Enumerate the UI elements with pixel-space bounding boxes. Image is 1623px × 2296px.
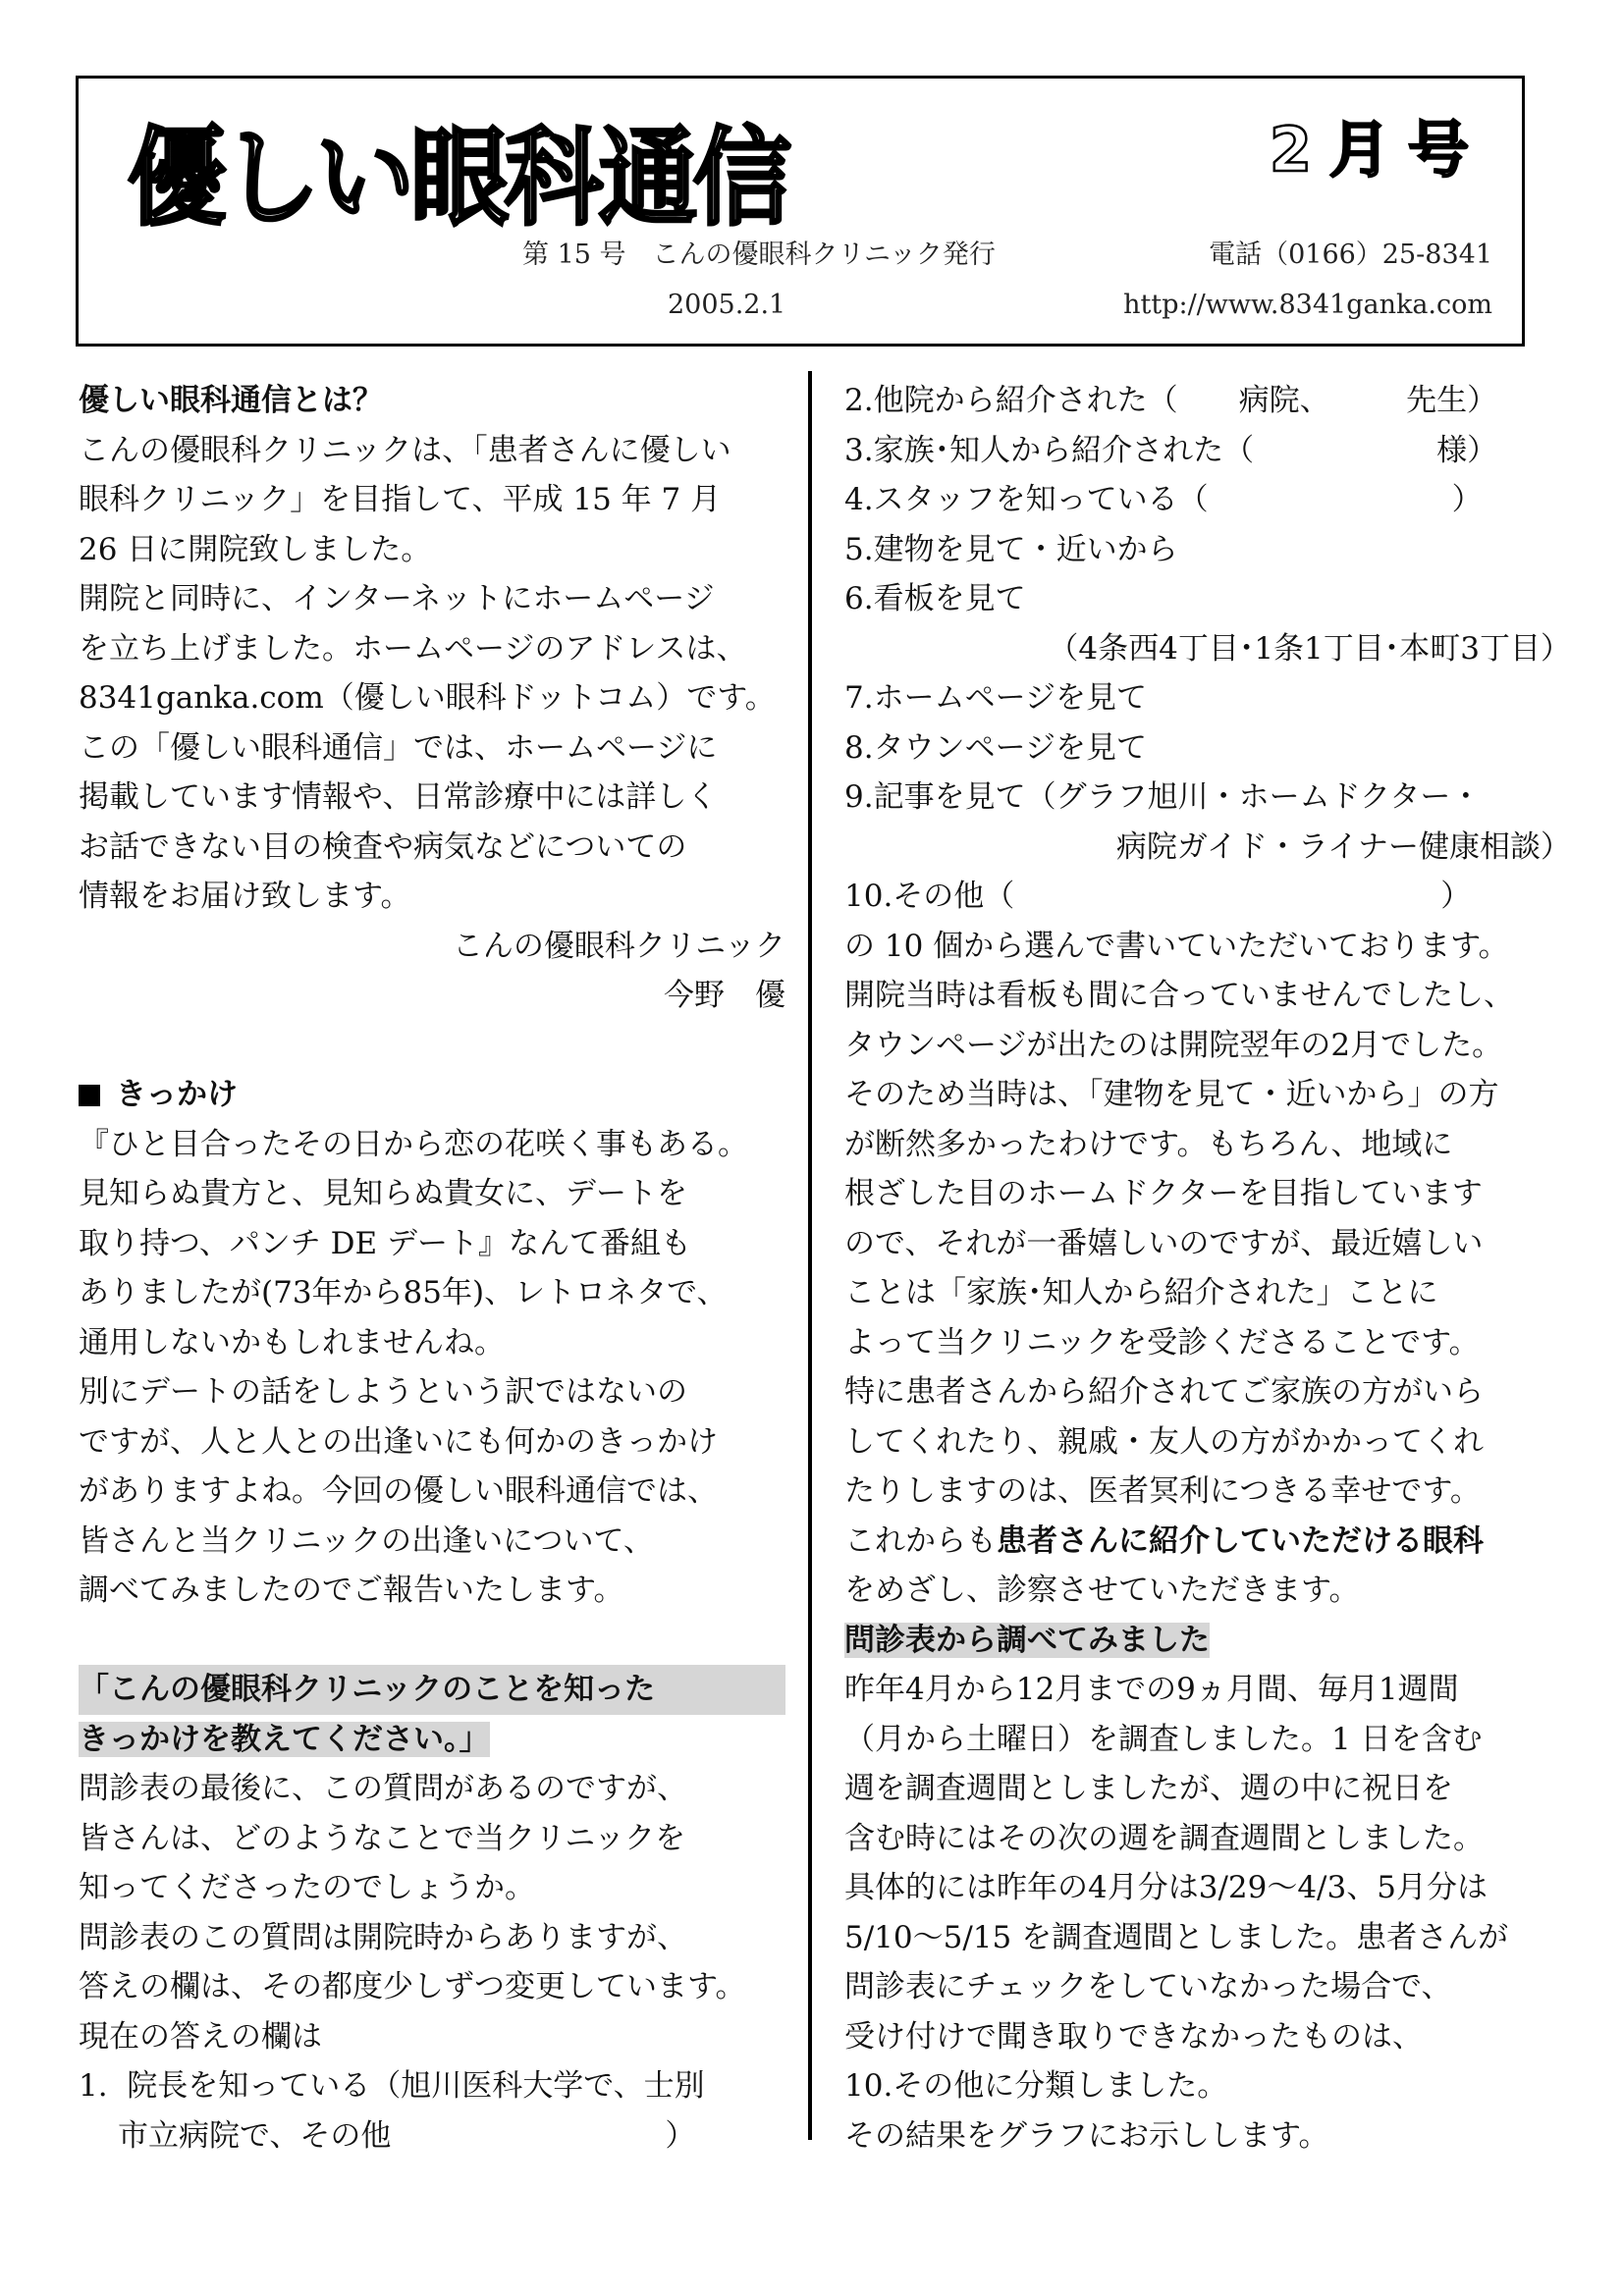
left-column xyxy=(79,376,785,2161)
signature-name: 今野 優 xyxy=(664,978,785,1013)
option-6: 6.看板を見て xyxy=(844,581,1026,616)
option-9-detail: 病院ガイド・ライナー健康相談） xyxy=(1115,828,1571,865)
intro-heading: 優しい眼科通信とは？ xyxy=(79,383,383,418)
text-line: 昨年4月から12月までの9ヵ月間、毎月1週間 xyxy=(844,1672,1459,1707)
survey-heading xyxy=(844,1616,1571,1666)
text-line: ですが、人と人との出逢いにも何かのきっかけ xyxy=(79,1423,718,1460)
text-line: 皆さんと当クリニックの出逢いについて、 xyxy=(79,1522,654,1559)
text-line: 開院と同時に、インターネットにホームページ xyxy=(79,581,715,616)
text-line: 受け付けで聞き取りできなかったものは、 xyxy=(844,2018,1423,2055)
column-divider xyxy=(808,371,812,2140)
text-line: 26 日に開院致しました。 xyxy=(79,531,432,567)
text-line: 見知らぬ貴方と、見知らぬ貴女に、デートを xyxy=(79,1176,687,1211)
text-line: 具体的には昨年の4月分は3/29～4/3、5月分は xyxy=(844,1870,1488,1905)
option-9: 9.記事を見て（グラフ旭川・ホームドクター・ xyxy=(844,779,1482,815)
text-line: この「優しい眼科通信」では、ホームページに xyxy=(79,729,718,766)
option-2: 2.他院から紹介された（ 病院、 先生） xyxy=(844,383,1498,418)
text-line: 知ってくださったのでしょうか。 xyxy=(79,1870,535,1905)
text-line: 眼科クリニック」を目指して、平成 15 年 7 月 xyxy=(79,482,722,517)
text-line: 別にデートの話をしようという訳ではないの xyxy=(79,1374,687,1410)
text-line: ことは「家族･知人から紹介された」ことに xyxy=(844,1275,1438,1310)
question-body xyxy=(79,1764,785,2061)
text-line: （月から土曜日）を調査しました。1 日を含む xyxy=(844,1721,1483,1757)
text-line: が断然多かったわけです。もちろん、地域に xyxy=(844,1126,1453,1162)
text-line: 根ざした目のホームドクターを目指しています xyxy=(844,1176,1483,1211)
kikkake-body xyxy=(79,1120,785,1616)
text-line: 8341ganka.com（優しい眼科ドットコム）です。 xyxy=(79,680,776,716)
right-column xyxy=(844,376,1571,2161)
text-line: 答えの欄は、その都度少しずつ変更しています。 xyxy=(79,1969,746,2004)
text-line: 『ひと目合ったその日から恋の花咲く事もある。 xyxy=(79,1126,748,1162)
spacer xyxy=(79,1616,785,1666)
option-6-detail: （4条西4丁目･1条1丁目･本町3丁目） xyxy=(1048,630,1571,667)
text-line: お話できない目の検査や病気などについての xyxy=(79,828,687,865)
text-line: たりしますのは、医者冥利につきる幸せです。 xyxy=(844,1473,1481,1509)
option-10: 10.その他（ ） xyxy=(844,879,1472,914)
masthead xyxy=(76,76,1525,347)
text-line: よって当クリニックを受診くださることです。 xyxy=(844,1324,1480,1361)
text-line: 情報をお届け致します。 xyxy=(79,879,411,914)
survey-heading-text: 問診表から調べてみました xyxy=(844,1622,1210,1658)
option-8: 8.タウンページを見て xyxy=(844,729,1147,766)
text-line: してくれたり、親戚・友人の方がかかってくれ xyxy=(844,1423,1484,1460)
option-1-continued: 市立病院で、その他 ） xyxy=(118,2117,696,2154)
square-bullet-icon xyxy=(79,1085,100,1106)
text-line: ので、それが一番嬉しいのですが、最近嬉しい xyxy=(844,1225,1484,1261)
text-line: その結果をグラフにお示しします。 xyxy=(844,2117,1329,2154)
option-5: 5.建物を見て・近いから xyxy=(844,531,1178,567)
survey-body xyxy=(844,1665,1571,2161)
question-heading-text: きっかけを教えてください。」 xyxy=(79,1721,490,1757)
question-heading-line1 xyxy=(79,1665,785,1715)
text-line: 問診表にチェックをしていなかった場合で、 xyxy=(844,1969,1452,2004)
phone-number: 電話（0166）25-8341 xyxy=(1209,240,1492,270)
text-line: 調べてみましたのでご報告いたします。 xyxy=(79,1573,624,1608)
text-line: 5/10～5/15 を調査週間としました。患者さんが xyxy=(844,1919,1509,1955)
issue-date: 2005.2.1 xyxy=(668,290,786,320)
text-line: の 10 個から選んで書いていただいております。 xyxy=(844,928,1509,964)
spacer xyxy=(79,1021,785,1071)
option-3: 3.家族･知人から紹介された（ 様） xyxy=(844,432,1498,468)
signature-clinic: こんの優眼科クリニック xyxy=(452,928,785,964)
answer-options xyxy=(844,376,1571,922)
kikkake-heading-text: きっかけ xyxy=(116,1077,238,1112)
text-line: 問診表のこの質問は開院時からありますが、 xyxy=(79,1919,687,1955)
text-line: 含む時にはその次の週を調査週間としました。 xyxy=(844,1820,1484,1856)
question-heading-line2 xyxy=(79,1715,785,1765)
text-line: がありますよね。今回の優しい眼科通信では、 xyxy=(79,1473,718,1509)
text-line: 特に患者さんから紹介されてご家族の方がいら xyxy=(844,1374,1484,1410)
closing-line-2: をめざし、診察させていただきます。 xyxy=(844,1573,1360,1608)
text-line: 皆さんは、どのようなことで当クリニックを xyxy=(79,1820,686,1856)
text-line: こんの優眼科クリニックは、「患者さんに優しい xyxy=(79,432,731,468)
text-line: を立ち上げました。ホームページのアドレスは、 xyxy=(79,630,747,667)
website-url[interactable]: http://www.8341ganka.com xyxy=(1123,290,1492,320)
text-line: 取り持つ、パンチ DE デート』なんて番組も xyxy=(79,1225,691,1261)
text-line: 通用しないかもしれませんね。 xyxy=(79,1324,505,1361)
option-4: 4.スタッフを知っている（ ） xyxy=(844,482,1483,517)
text-line: タウンページが出たのは開院翌年の2月でした。 xyxy=(844,1027,1503,1063)
text-line: そのため当時は、「建物を見て・近いから」の方 xyxy=(844,1077,1499,1112)
text-line: ありましたが(73年から85年)、レトロネタで、 xyxy=(79,1275,728,1310)
text-line: 週を調査週間としましたが、週の中に祝日を xyxy=(844,1771,1453,1806)
question-heading-text: 「こんの優眼科クリニックのことを知った xyxy=(79,1665,785,1715)
text-line: 開院当時は看板も間に合っていませんでしたし、 xyxy=(844,978,1514,1013)
newsletter-title: 優しい眼科通信 xyxy=(128,116,787,240)
closing-prefix: これからも xyxy=(844,1522,997,1559)
issue-number: 第 15 号 こんの優眼科クリニック発行 xyxy=(522,240,996,270)
intro-body xyxy=(79,426,785,922)
option-7: 7.ホームページを見て xyxy=(844,680,1147,716)
text-line: 現在の答えの欄は xyxy=(79,2018,322,2055)
closing-emphasis: 患者さんに紹介していただける眼科 xyxy=(997,1522,1484,1559)
option-1: 1. 院長を知っている（旭川医科大学で、士別 xyxy=(79,2068,705,2104)
closing-line xyxy=(844,1517,1571,1567)
issue-month: 2月号 xyxy=(1269,114,1487,186)
text-line: 問診表の最後に、この質問があるのですが、 xyxy=(79,1771,687,1806)
discussion-body xyxy=(844,922,1571,1517)
text-line: 掲載しています情報や、日常診療中には詳しく xyxy=(79,779,718,815)
text-line: 10.その他に分類しました。 xyxy=(844,2068,1228,2104)
kikkake-heading xyxy=(79,1070,785,1120)
